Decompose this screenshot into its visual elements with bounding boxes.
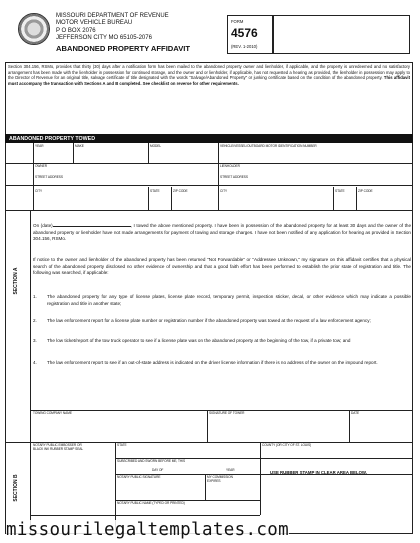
list-item: 3. The low ticket/report of the tow truck operator to see if a license plate was on the abandoned property at the beginning of the tow, if a private tow; and (33, 338, 351, 343)
grid-line (260, 458, 261, 515)
county-field[interactable]: COUNTY (OR CITY OF ST. LOUIS) (262, 443, 312, 447)
state-seal (18, 13, 50, 45)
grid-line (356, 187, 357, 210)
grid-line (171, 187, 172, 210)
grid-line (207, 410, 208, 442)
grid-line (260, 442, 261, 458)
grid-line (115, 515, 260, 516)
grid-line (148, 143, 149, 163)
year-field[interactable]: YEAR (35, 144, 44, 148)
form-label: FORM (231, 19, 244, 24)
notary-signature-field[interactable]: NOTARY PUBLIC SIGNATURE (117, 475, 161, 479)
watermark-text: missourilegaltemplates.com (6, 520, 290, 540)
search-paragraph: If notice to the owner and lienholder of the abandoned property has been returned "Not Forwardable" or "Addressee Unknown," my signature on this affidavit certifies that a physical search of the abandoned property disclosed no other evidence of ownership and that a good faith effort has been performed to establish the prior state of registration and title. The following was searched, if applicable: (33, 257, 411, 276)
section-b-label: SECTION B (13, 474, 19, 502)
make-field[interactable]: MAKE (75, 144, 84, 148)
owner-city-field[interactable]: CITY (35, 189, 43, 193)
owner-field[interactable]: OWNER (35, 164, 47, 168)
intro-text: Section 304.156, RSMo, provides that thirty (30) days after a notification form has been mailed to the abandoned property owner and lienholder, if applicable, and the property is unredeemed and no satisfactory arrangement has been made with the lienholder in possession for continued storage, and the owner and or lienholder, if applicable, has not requested a hearing as provided, the lienholder in possession may apply to the Director of Revenue for an original title, salvage certificate of title designated with the words "Salvage/Abandoned Property" or junking certificate based on the condition of the abandoned property. This affidavit must accompany the transaction with Sections A and B completed. See checklist on reverse for other requirements. (8, 64, 410, 87)
section-a-divider (30, 210, 31, 442)
intro-requirement: This affidavit must accompany the transaction with Sections A and B completed. See checklist on reverse for other requirements. (8, 75, 410, 87)
form-title: ABANDONED PROPERTY AFFIDAVIT (56, 44, 191, 53)
grid-line (73, 143, 74, 163)
towed-date-paragraph: On (date) , I towed the above mentioned property. I have been in possession of the abandoned property for at least 30 days and the owner of the abandoned property or lienholder have not made arrangements for payment of towing and storage charges. I have not been notified of any application for hearing as provided in Section 304.156, RSMo. (33, 223, 411, 242)
towed-date-input[interactable] (53, 222, 131, 227)
year-sworn-field[interactable]: YEAR (226, 468, 235, 472)
grid-line (148, 187, 149, 210)
lienholder-zip-field[interactable]: ZIP CODE (358, 189, 373, 193)
owner-zip-field[interactable]: ZIP CODE (173, 189, 188, 193)
list-item: 1. The abandoned property for any type of license plates, license plate record, temporary permit, inspection sticker, decal, or other evidence which may indicate a possible registration and title in another state; (33, 294, 411, 306)
grid-line (30, 515, 115, 516)
vin-field[interactable]: VEHICLE/VESSEL/OUTBOARD MOTOR IDENTIFICATION NUMBER (220, 144, 317, 148)
grid-line (333, 187, 334, 210)
commission-expires-field[interactable]: MY COMMISSION EXPIRES (207, 475, 233, 483)
day-of-field[interactable]: DAY OF (152, 468, 164, 472)
state-field[interactable]: STATE (117, 443, 127, 447)
grid-line (5, 210, 413, 211)
rubber-stamp-note: USE RUBBER STAMP IN CLEAR AREA BELOW. (270, 470, 367, 475)
date-field[interactable]: DATE (351, 411, 360, 415)
form-number: 4576 (231, 26, 258, 40)
model-field[interactable]: MODEL (150, 144, 162, 148)
form-revision: (REV. 1-2010) (231, 44, 258, 49)
grid-line (349, 410, 350, 442)
notary-name-field[interactable]: NOTARY PUBLIC NAME (TYPED OR PRINTED) (117, 501, 185, 505)
agency-address: MISSOURI DEPARTMENT OF REVENUE MOTOR VEHICLE BUREAU P O BOX 2076 JEFFERSON CITY MO 65105-2076 (56, 13, 169, 41)
notary-stamp-area: NOTARY PUBLIC EMBOSSER OR BLACK INK RUBBER STAMP SEAL (33, 443, 84, 451)
subscribed-label: SUBSCRIBED AND SWORN BEFORE ME, THIS (117, 459, 186, 463)
grid-line (5, 163, 413, 164)
grid-line (218, 143, 219, 210)
section-header-title: ABANDONED PROPERTY TOWED (9, 136, 96, 142)
lienholder-state-field[interactable]: STATE (335, 189, 345, 193)
list-item: 2. The law enforcement report for a license plate number or registration number if the abandoned property was towed at the request of a law enforcement agency; (33, 318, 371, 323)
office-use-box (273, 15, 410, 54)
section-a-label: SECTION A (13, 267, 19, 295)
grid-line (205, 474, 206, 500)
owner-street-field[interactable]: STREET ADDRESS (35, 175, 63, 179)
lienholder-street-field[interactable]: STREET ADDRESS (220, 175, 248, 179)
grid-line (5, 185, 413, 186)
grid-line (33, 143, 34, 210)
list-item: 4. The law enforcement report to see if an out-of-state address is indicated on the driver license information if there is no address of the owner on the impound report. (33, 360, 378, 365)
lienholder-field[interactable]: LIENHOLDER (220, 164, 240, 168)
tower-signature-field[interactable]: SIGNATURE OF TOWER (209, 411, 245, 415)
lienholder-city-field[interactable]: CITY (220, 189, 228, 193)
towing-company-field[interactable]: TOWING COMPANY NAME (33, 411, 72, 415)
owner-state-field[interactable]: STATE (150, 189, 160, 193)
